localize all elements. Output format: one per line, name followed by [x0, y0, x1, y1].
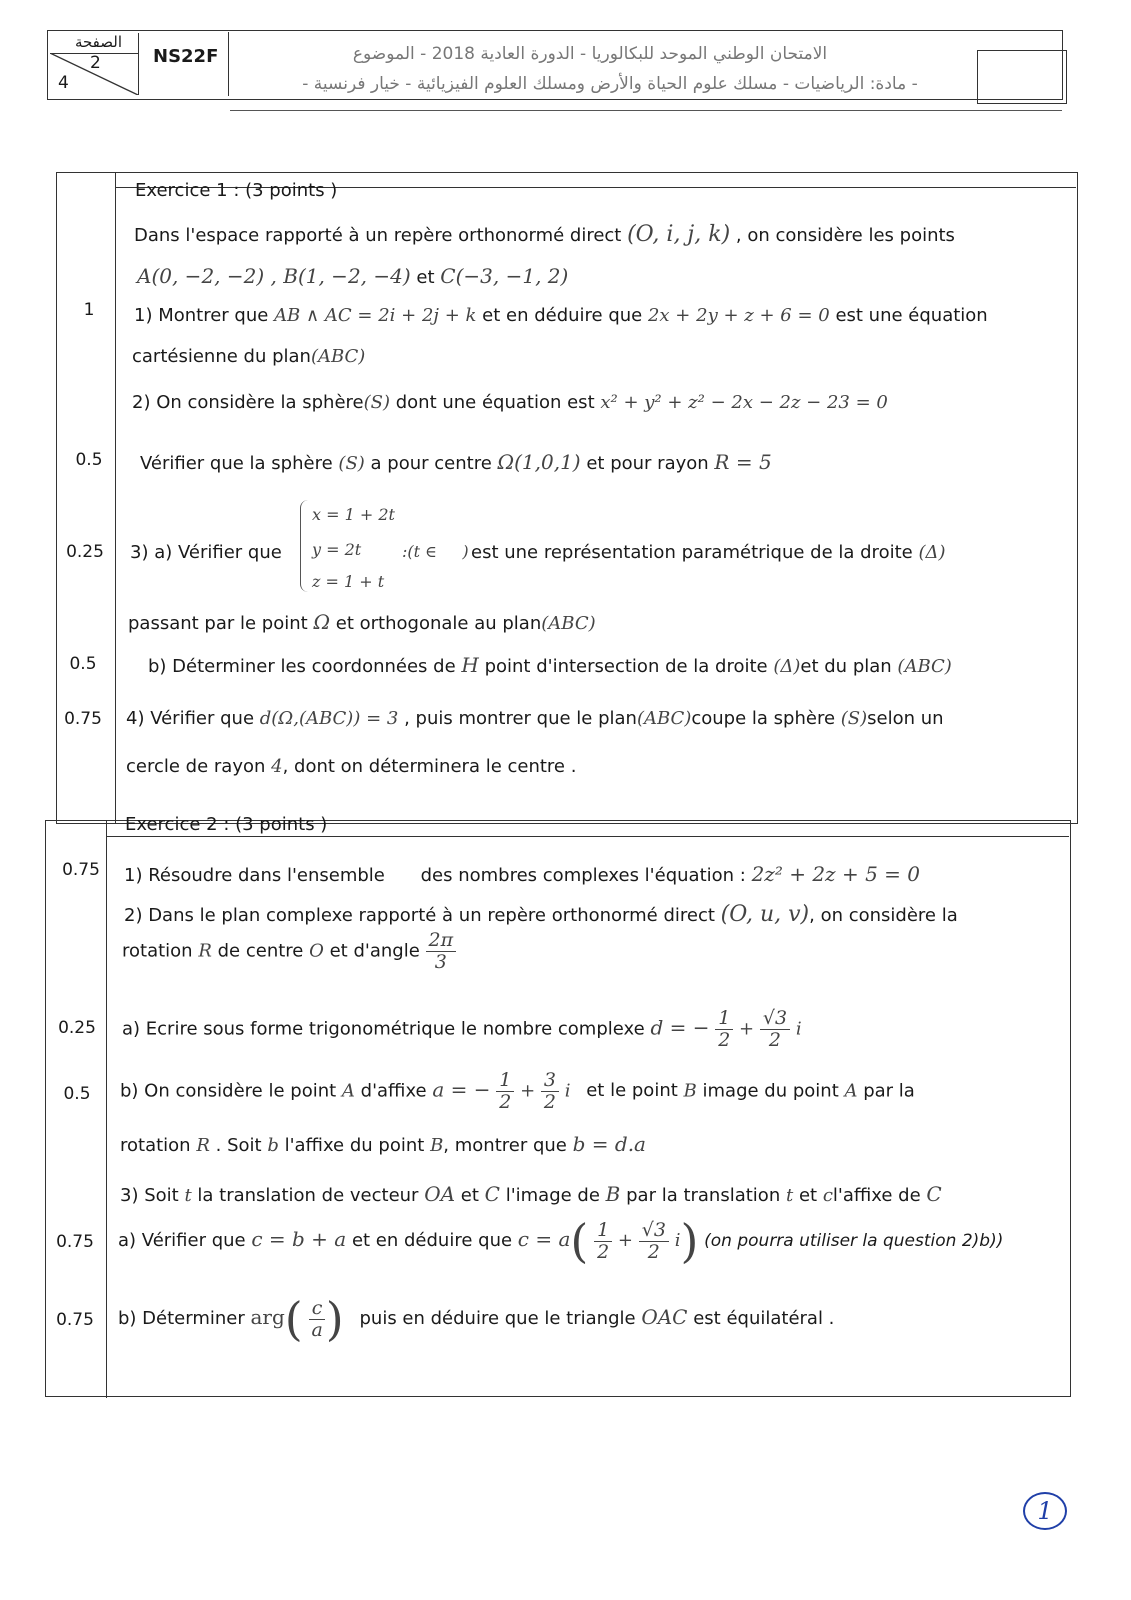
ex2-q2a-frac2: [760, 1008, 790, 1051]
ex1-q3a-line2: [128, 610, 596, 634]
ex1-q4-c: coupe la sphère: [691, 708, 836, 729]
ex2-q3a-note: (on pourra utiliser la question 2)b)): [704, 1231, 1004, 1251]
ex2-q3b-frac-den: a: [311, 1318, 323, 1341]
ex1-q2-d: a pour centre: [370, 453, 492, 474]
ex2-q3b-triangle: OAC: [641, 1305, 688, 1329]
ex2-q2b-frac2-num: 3: [541, 1070, 559, 1092]
ex1-q2-a: 2) On considère la sphère: [132, 392, 364, 413]
ex1-q2-radius: R = 5: [714, 450, 772, 474]
ex2-q2b-frac2: [541, 1070, 559, 1113]
ex1-q3b-points: 0.5: [69, 654, 97, 674]
circled-page-number: 1: [1037, 1497, 1053, 1525]
ex1-q4-f: , dont on déterminera le centre .: [282, 756, 577, 777]
ex2-q3-c: et: [460, 1185, 479, 1206]
ex2-q3b-frac-num: c: [309, 1298, 326, 1320]
ex1-q4-line2: [126, 756, 576, 777]
ex1-q1-points: 1: [83, 300, 95, 320]
ex2-q2b-A2: A: [844, 1080, 858, 1102]
ex1-q3a-points: 0.25: [66, 542, 104, 562]
ex2-q2-line2: [122, 930, 456, 973]
ex1-q3a-omega: Ω: [313, 610, 331, 634]
ex2-q1-equation: 2z² + 2z + 5 = 0: [751, 862, 920, 886]
ex2-q2b-frac1-num: 1: [496, 1070, 514, 1092]
ex1-q4-sphere: (S): [840, 708, 868, 729]
ex2-q2b-A: A: [341, 1080, 355, 1102]
ex1-q3b-a: b) Déterminer les coordonnées de: [148, 656, 456, 677]
ex2-q2b-i: i: [564, 1080, 571, 1102]
ex1-q4-distance: d(Ω,(ABC)) = 3: [259, 708, 399, 729]
ex1-frame: (O, i, j, k): [627, 222, 731, 247]
ex2-q1-a: 1) Résoudre dans l'ensemble: [124, 865, 385, 886]
ex1-q2-points: 0.5: [75, 450, 103, 470]
ex2-q3-b: la translation de vecteur: [197, 1185, 419, 1206]
ex2-q1-points: 0.75: [62, 860, 100, 880]
ex1-q3a-c: passant par le point: [128, 613, 308, 634]
ex2-q2b-g: . Soit: [215, 1135, 262, 1156]
ex2-q2a-frac1: [715, 1008, 733, 1051]
ex2-q2a-plus: +: [739, 1018, 755, 1040]
ex2-q3-C2: C: [926, 1182, 942, 1206]
ex2-q3-a: 3) Soit: [120, 1185, 179, 1206]
ex2-q2a-frac2-num: √3: [760, 1008, 790, 1030]
ex2-q2b-a: b) On considère le point: [120, 1080, 337, 1102]
ex1-point-c: C(−3, −1, 2): [440, 264, 569, 288]
ex2-q3a-plus: +: [617, 1230, 634, 1251]
page-label: الصفحة: [74, 33, 122, 51]
ex2-q3a-frac2: [639, 1220, 669, 1263]
ex1-q1-d: cartésienne du plan: [132, 346, 311, 367]
ex1-q3a-d: et orthogonale au plan: [335, 613, 542, 634]
ex1-q3a-b: est une représentation paramétrique de la droite: [471, 542, 913, 563]
ex2-q2b-frac2-den: 2: [543, 1090, 556, 1113]
ex2-q2b-frac1-den: 2: [499, 1090, 512, 1113]
ex1-q1-crossproduct: AB ∧ AC = 2i + 2j + k: [274, 305, 477, 326]
ex2-q2-r: R: [198, 940, 212, 962]
ex1-q1-c: est une équation: [835, 305, 988, 326]
ex2-q3b-points: 0.75: [56, 1310, 94, 1330]
ex2-q2-o: O: [309, 940, 324, 962]
ex2-q2-c: rotation: [122, 940, 193, 962]
ex2-q2b-frac1: [496, 1070, 514, 1113]
exercise2-title-rule: [107, 836, 1069, 837]
ex1-q3a-param: :(t ∈ ): [402, 542, 469, 561]
ex2-q2b-c: et le point: [586, 1080, 678, 1102]
ex1-q1-plane-eq: 2x + 2y + z + 6 = 0: [647, 305, 830, 326]
ex2-q3a-b: et en déduire que: [351, 1230, 513, 1251]
ex1-intro-a: Dans l'espace rapporté à un repère orthonormé direct: [134, 225, 622, 246]
ex1-q3b-delta: (Δ): [773, 656, 801, 677]
ex2-q3a-frac2-num: √3: [639, 1220, 669, 1242]
ex1-q2-sphere2: (S): [338, 453, 365, 474]
ex1-q2-c: Vérifier que la sphère: [140, 453, 333, 474]
ex1-q4-e: cercle de rayon: [126, 756, 266, 777]
page-number: 2: [90, 53, 101, 73]
ex2-q3-d: l'image de: [505, 1185, 600, 1206]
ex1-q4-d: selon un: [867, 708, 944, 729]
ex2-q3a-rparen: ): [680, 1214, 699, 1268]
header-bottom-rule: [230, 110, 1062, 111]
ex2-q3a-frac1: [594, 1220, 612, 1263]
ex1-q3b-c: et du plan: [800, 656, 892, 677]
ex2-q3a-frac1-den: 2: [597, 1240, 610, 1263]
ex1-q3a-label: 3) a) Vérifier que: [130, 542, 282, 563]
ex1-q3b-b: point d'intersection de la droite: [484, 656, 768, 677]
ex2-q2a-i: i: [795, 1018, 802, 1040]
ex1-q2-b: dont une équation est: [395, 392, 595, 413]
ex1-q1-a: 1) Montrer que: [134, 305, 269, 326]
ex2-q3a-c-eq2: c = a: [517, 1227, 571, 1251]
ex1-points-line: [137, 264, 568, 288]
ex1-q4-points: 0.75: [64, 709, 102, 729]
ex2-q2b-e: par la: [863, 1080, 915, 1102]
code-separator: [228, 32, 229, 96]
ex2-q3-t2: t: [785, 1185, 794, 1206]
ex1-q4-line1: [126, 708, 944, 729]
ex2-q2b-line2: [120, 1132, 646, 1156]
exam-code: NS22F: [153, 46, 219, 67]
ex1-q2-sphere-eq: x² + y² + z² − 2x − 2z − 23 = 0: [600, 392, 888, 413]
header-title-line1: الامتحان الوطني الموحد للبكالوريا - الدورة العادية 2018 - الموضوع: [352, 44, 828, 64]
ex2-q1-b: des nombres complexes l'équation :: [420, 865, 746, 886]
ex1-q1-plane: (ABC): [310, 346, 366, 367]
ex2-q3b-b: puis en déduire que le triangle: [359, 1308, 636, 1329]
ex2-q3b-a: b) Déterminer: [118, 1308, 245, 1329]
ex2-q3-c-var: c: [822, 1185, 833, 1206]
ex1-q2-line2: [140, 450, 772, 474]
ex2-q3-g: l'affixe de: [832, 1185, 921, 1206]
ex2-q3-OA: OA: [424, 1182, 456, 1206]
ex1-q4-plane: (ABC): [636, 708, 692, 729]
ex2-q2-angle: [426, 930, 457, 973]
ex2-q2a-a: a) Ecrire sous forme trigonométrique le nombre complexe: [122, 1018, 645, 1040]
ex2-q3a-line: [118, 1214, 1003, 1268]
ex2-q2a-d: d = −: [650, 1015, 710, 1040]
ex1-q3b-plane: (ABC): [897, 656, 952, 677]
ex2-q2b-b: d'affixe: [360, 1080, 427, 1102]
ex1-q2-sphere: (S): [363, 392, 390, 413]
ex2-q2b-result: b = d.a: [572, 1132, 646, 1156]
exercise1-title: Exercice 1 : (3 points ): [135, 180, 338, 201]
ex1-q4-radius: 4: [271, 756, 283, 777]
ex2-q2-b: , on considère la: [809, 905, 958, 926]
ex2-q2a-frac2-den: 2: [768, 1028, 782, 1051]
ex1-intro-b: , on considère les points: [735, 225, 955, 246]
ex1-q3b-h: H: [461, 653, 479, 677]
ex2-q2-angle-num: 2π: [426, 930, 457, 952]
ex2-q1-line: [124, 862, 920, 886]
total-pages: 4: [58, 73, 69, 93]
ex1-q3a-system-brace: [300, 500, 309, 592]
ex2-q2b-f: rotation: [120, 1135, 191, 1156]
circled-page-mark: [1023, 1492, 1067, 1530]
ex2-q3a-lparen: (: [570, 1214, 589, 1268]
ex1-q3a-line-delta: (Δ): [918, 542, 946, 563]
ex2-q3a-frac1-num: 1: [594, 1220, 612, 1242]
exercise2-title: Exercice 2 : (3 points ): [125, 814, 328, 835]
ex2-q3-f: et: [798, 1185, 818, 1206]
ex2-q3b-lparen: (: [284, 1292, 303, 1346]
ex2-q2b-h: l'affixe du point: [284, 1135, 425, 1156]
ex2-q2b-d: image du point: [702, 1080, 839, 1102]
ex2-q2b-i-text: , montrer que: [443, 1135, 567, 1156]
ex2-q3b-line: [118, 1292, 834, 1346]
header-right-box: [977, 50, 1067, 104]
ex1-q2-e: et pour rayon: [586, 453, 709, 474]
ex2-q3-t: t: [184, 1185, 192, 1206]
ex2-q2b-a-eq: a = −: [432, 1077, 491, 1102]
ex1-q2-center: Ω(1,0,1): [497, 450, 581, 474]
ex2-q2b-B2: B: [430, 1135, 444, 1156]
ex2-q2-angle-den: 3: [434, 950, 447, 973]
ex2-q2-d: de centre: [217, 940, 304, 962]
ex1-points-et: et: [416, 267, 435, 288]
ex2-q3a-a: a) Vérifier que: [118, 1230, 246, 1251]
ex2-q2b-B: B: [683, 1080, 697, 1102]
ex1-points-ab: A(0, −2, −2) , B(1, −2, −4): [137, 264, 411, 288]
ex2-q2b-points: 0.5: [63, 1084, 91, 1104]
ex2-q3-e: par la translation: [626, 1185, 781, 1206]
ex2-q2a-frac1-num: 1: [715, 1008, 733, 1030]
ex2-q2b-R: R: [196, 1135, 210, 1156]
ex2-q3b-c: est équilatéral .: [693, 1308, 835, 1329]
ex1-q1-line1: [134, 305, 988, 326]
ex2-q2-frame: (O, u, v): [720, 902, 810, 927]
ex1-q3b-line: [148, 653, 952, 677]
ex2-q2-e: et d'angle: [329, 940, 420, 962]
ex1-q3a-line1: [471, 542, 946, 563]
ex2-q3a-points: 0.75: [56, 1232, 94, 1252]
ex2-q2b-plus: +: [520, 1080, 536, 1102]
ex1-q4-a: 4) Vérifier que: [126, 708, 255, 729]
ex2-q3a-frac2-den: 2: [647, 1240, 660, 1263]
page-number-box: [50, 33, 139, 95]
ex1-q1-b: et en déduire que: [482, 305, 643, 326]
ex2-q3b-frac: [308, 1298, 325, 1341]
ex1-q3a-sys3: z = 1 + t: [312, 572, 385, 591]
ex2-q2a-points: 0.25: [58, 1018, 96, 1038]
ex2-q3-line: [120, 1182, 942, 1206]
ex2-q3b-rparen: ): [325, 1292, 344, 1346]
ex1-q3a-sys1: x = 1 + 2t: [312, 505, 395, 524]
ex1-q3a-plane: (ABC): [541, 613, 596, 634]
ex2-q3b-arg: arg: [250, 1305, 285, 1329]
header-title-line2: - مادة: الرياضيات - مسلك علوم الحياة والأرض ومسلك العلوم الفيزيائية - خيار فرنسية -: [302, 74, 918, 94]
ex2-q2-line1: [124, 902, 958, 927]
ex2-q3a-i: i: [674, 1230, 681, 1251]
ex2-q2-a: 2) Dans le plan complexe rapporté à un repère orthonormé direct: [124, 905, 715, 926]
ex1-intro: [134, 222, 955, 247]
ex2-q3-B: B: [605, 1182, 621, 1206]
ex2-q2b-b-var: b: [267, 1135, 279, 1156]
ex2-q2a-line: [122, 1008, 802, 1051]
ex2-q2b-line1: [120, 1070, 915, 1113]
ex2-q2a-frac1-den: 2: [718, 1028, 731, 1051]
ex2-q3-C: C: [484, 1182, 500, 1206]
ex1-q4-b: , puis montrer que le plan: [404, 708, 637, 729]
ex2-q3a-c-eq: c = b + a: [251, 1227, 347, 1251]
ex1-q2-line1: [132, 392, 888, 413]
ex1-q3a-sys2: y = 2t: [312, 540, 362, 559]
ex1-q1-line2: [132, 346, 365, 367]
